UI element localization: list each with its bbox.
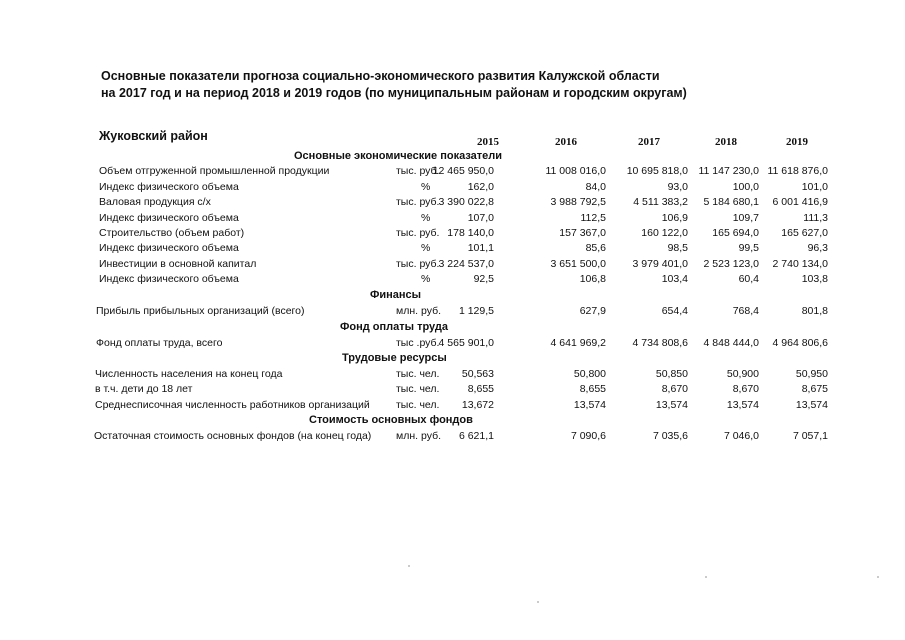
row-label: Объем отгруженной промышленной продукции [99,165,330,177]
value-2018: 50,900 [726,368,759,380]
value-2015: 12 465 950,0 [432,165,494,177]
row-label: Инвестиции в основной капитал [99,258,257,270]
value-2017: 93,0 [667,181,688,193]
section-economy: Основные экономические показатели [294,150,503,162]
table-row [0,227,905,241]
row-label: в т.ч. дети до 18 лет [95,383,193,395]
value-2019: 13,574 [795,399,828,411]
value-2017: 13,574 [655,399,688,411]
value-2019: 801,8 [801,305,828,317]
row-unit: % [421,181,431,193]
value-2017: 3 979 401,0 [632,258,688,270]
row-label: Валовая продукция с/х [99,196,211,208]
row-label: Остаточная стоимость основных фондов (на конец года) [94,430,372,442]
section-finance: Финансы [370,289,422,301]
scan-speck [877,576,879,578]
value-2015: 162,0 [467,181,494,193]
year-2016: 2016 [555,136,577,148]
row-unit: тыс. руб. [396,165,440,177]
value-2016: 157 367,0 [559,227,606,239]
table-row [0,273,905,287]
value-2018: 99,5 [738,242,759,254]
row-label: Фонд оплаты труда, всего [96,337,223,349]
value-2019: 6 001 416,9 [772,196,828,208]
year-2015: 2015 [477,136,499,148]
value-2018: 165 694,0 [712,227,759,239]
value-2018: 4 848 444,0 [703,337,759,349]
title-line-2: на 2017 год и на период 2018 и 2019 годов (по муниципальным районам и городским округам) [101,86,687,100]
section-labor: Трудовые ресурсы [342,352,447,364]
row-unit: % [421,242,431,254]
row-unit: млн. руб. [396,305,441,317]
row-unit: млн. руб. [396,430,441,442]
section-wages: Фонд оплаты труда [340,321,449,333]
value-2019: 50,950 [795,368,828,380]
value-2016: 85,6 [585,242,606,254]
year-2017: 2017 [638,136,660,148]
value-2019: 101,0 [801,181,828,193]
row-label: Индекс физического объема [99,242,239,254]
value-2018: 5 184 680,1 [703,196,759,208]
value-2016: 7 090,6 [570,430,606,442]
value-2015: 92,5 [473,273,494,285]
value-2016: 3 988 792,5 [550,196,606,208]
table-row [0,212,905,226]
value-2018: 109,7 [732,212,759,224]
table-row [0,337,905,351]
value-2017: 50,850 [655,368,688,380]
district-name: Жуковский район [99,129,208,143]
value-2018: 7 046,0 [723,430,759,442]
value-2018: 13,574 [726,399,759,411]
value-2015: 3 224 537,0 [438,258,494,270]
row-unit: тыс .руб. [396,337,440,349]
value-2019: 11 618 876,0 [767,165,828,177]
value-2018: 768,4 [732,305,759,317]
row-unit: тыс. руб. [396,196,440,208]
value-2017: 8,670 [661,383,688,395]
value-2017: 106,9 [661,212,688,224]
title-line-1: Основные показатели прогноза социально-экономического развития Калужской области [101,69,660,83]
row-unit: тыс. чел. [396,368,440,380]
value-2017: 4 511 383,2 [633,196,688,208]
table-row [0,399,905,413]
row-unit: % [421,212,431,224]
value-2018: 8,670 [732,383,759,395]
table-row [0,165,905,179]
row-label: Среднесписочная численность работников организаций [95,399,370,411]
value-2015: 6 621,1 [458,430,494,442]
row-unit: тыс. чел. [396,399,440,411]
row-unit: тыс. руб. [396,227,440,239]
value-2019: 165 627,0 [781,227,828,239]
value-2019: 7 057,1 [792,430,828,442]
value-2018: 2 523 123,0 [703,258,759,270]
value-2019: 96,3 [807,242,828,254]
table-row [0,368,905,382]
value-2016: 8,655 [579,383,606,395]
scan-speck [537,601,539,603]
value-2017: 98,5 [667,242,688,254]
table-row [0,383,905,397]
value-2018: 100,0 [732,181,759,193]
table-row [0,242,905,256]
value-2016: 50,800 [573,368,606,380]
scan-speck [408,565,410,567]
value-2016: 84,0 [585,181,606,193]
value-2015: 8,655 [467,383,494,395]
scan-speck [705,576,707,578]
value-2015: 101,1 [467,242,494,254]
value-2015: 178 140,0 [447,227,494,239]
value-2016: 13,574 [573,399,606,411]
value-2016: 627,9 [579,305,606,317]
row-unit: тыс. чел. [396,383,440,395]
year-2018: 2018 [715,136,737,148]
value-2017: 4 734 808,6 [632,337,688,349]
value-2015: 4 565 901,0 [438,337,494,349]
row-unit: % [421,273,431,285]
row-label: Индекс физического объема [99,181,239,193]
value-2017: 160 122,0 [641,227,688,239]
row-label: Индекс физического объема [99,273,239,285]
value-2017: 7 035,6 [652,430,688,442]
value-2019: 103,8 [801,273,828,285]
value-2015: 3 390 022,8 [438,196,494,208]
year-header-row [0,136,905,150]
value-2017: 10 695 818,0 [626,165,688,177]
value-2015: 1 129,5 [458,305,494,317]
table-row [0,181,905,195]
value-2016: 3 651 500,0 [550,258,606,270]
value-2016: 106,8 [579,273,606,285]
value-2016: 4 641 969,2 [550,337,606,349]
row-label: Численность населения на конец года [95,368,283,380]
row-label: Строительство (объем работ) [99,227,245,239]
value-2017: 103,4 [661,273,688,285]
value-2018: 60,4 [738,273,759,285]
table-row [0,258,905,272]
value-2017: 654,4 [661,305,688,317]
table-row [0,430,905,444]
value-2019: 111,3 [803,212,828,224]
value-2016: 11 008 016,0 [545,165,606,177]
value-2019: 4 964 806,6 [772,337,828,349]
value-2019: 2 740 134,0 [772,258,828,270]
table-row [0,305,905,319]
value-2019: 8,675 [801,383,828,395]
value-2018: 11 147 230,0 [698,165,759,177]
value-2015: 50,563 [461,368,494,380]
row-label: Прибыль прибыльных организаций (всего) [96,305,305,317]
document-title [101,68,861,102]
row-unit: тыс. руб. [396,258,440,270]
value-2015: 107,0 [467,212,494,224]
value-2015: 13,672 [461,399,494,411]
value-2016: 112,5 [580,212,606,224]
section-assets: Стоимость основных фондов [309,414,473,426]
year-2019: 2019 [786,136,808,148]
table-row [0,196,905,210]
row-label: Индекс физического объема [99,212,239,224]
